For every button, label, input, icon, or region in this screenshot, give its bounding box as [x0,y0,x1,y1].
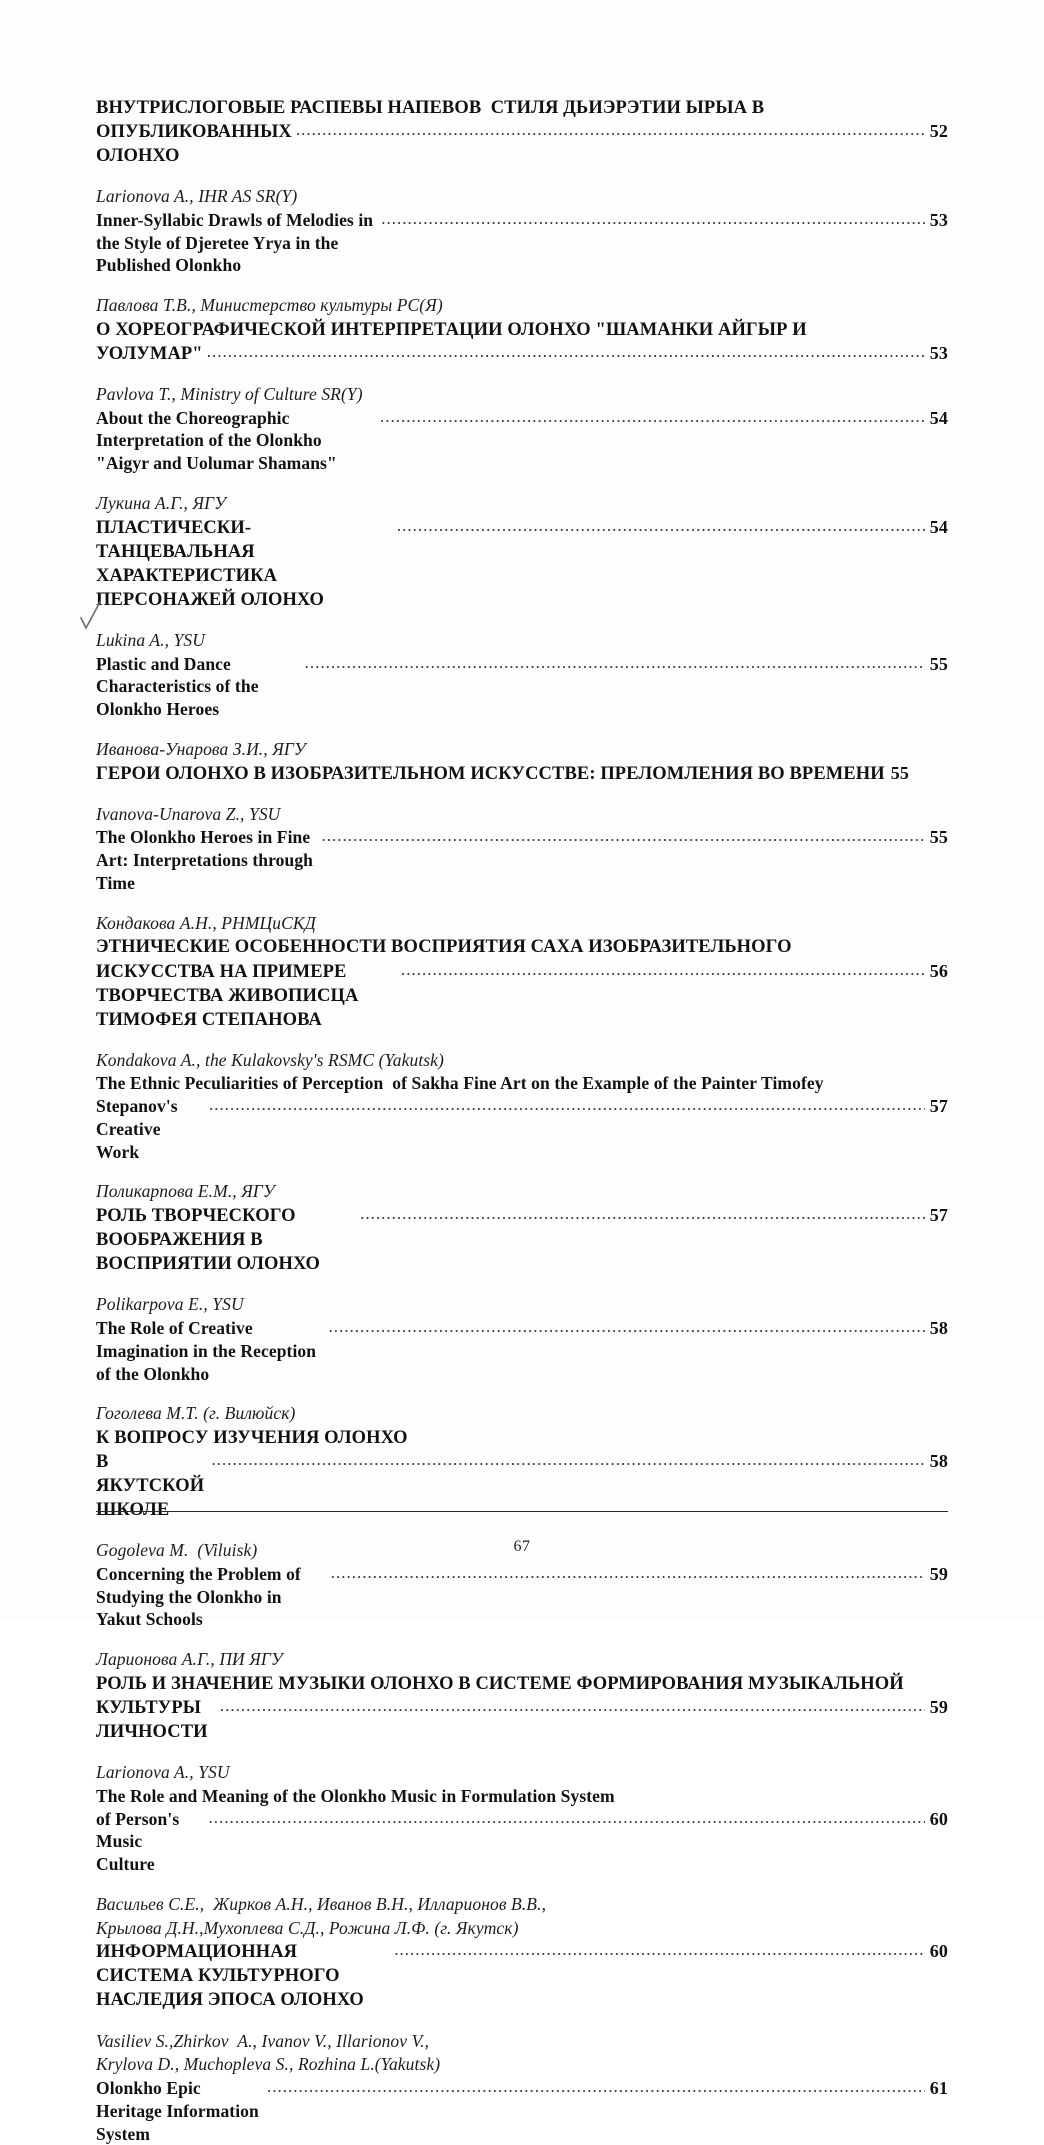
toc-author-line [96,2053,948,2076]
toc-author-line [96,383,948,406]
dot-leader [394,1939,925,1961]
toc-title-line[interactable] [96,2077,948,2145]
toc-entry [96,492,948,612]
toc-page-number[interactable]: 56 [929,960,948,981]
toc-page-number[interactable]: 58 [929,1451,948,1472]
toc-title-line[interactable] [96,120,948,168]
author-text: Васильев С.Е., Жирков А.Н., Иванов В.Н., Илларионов В.В., [96,1893,547,1914]
author-text: Ларионова А.Г., ПИ ЯГУ [96,1649,283,1670]
dot-leader [209,1094,925,1116]
toc-author-line [96,1293,948,1316]
dot-leader [397,515,925,537]
dot-leader [329,1316,925,1338]
author-text: Larionova A., YSU [96,1762,230,1783]
toc-page-number[interactable]: 60 [929,1941,948,1962]
toc-entry [96,185,948,277]
toc-title-line[interactable] [96,935,948,959]
dot-leader [296,119,925,141]
toc-title-line[interactable] [96,1204,948,1276]
dot-leader [321,825,924,847]
dot-leader [267,2076,925,2098]
toc-entry [96,1180,948,1276]
toc-page-number[interactable]: 55 [890,762,909,783]
title-text: The Olonkho Heroes in Fine Art: Interpretations through Time [96,827,318,893]
title-text: ИСКУССТВА НА ПРИМЕРЕ ТВОРЧЕСТВА ЖИВОПИСЦА ТИМОФЕЯ СТЕПАНОВА [96,961,364,1030]
dot-leader [207,341,925,363]
toc-title-line[interactable] [96,1426,948,1450]
toc-title-line[interactable] [96,1095,948,1163]
dot-leader [211,1449,924,1471]
table-of-contents [96,96,948,2145]
toc-title-line[interactable] [96,209,948,277]
toc-page-number[interactable]: 59 [929,1563,948,1584]
toc-entry [96,294,948,366]
toc-entry [96,912,948,1032]
toc-title-line[interactable] [96,96,948,120]
author-text: Поликарпова Е.М., ЯГУ [96,1181,275,1202]
toc-author-line [96,1917,948,1940]
title-text: ВНУТРИСЛОГОВЫЕ РАСПЕВЫ НАПЕВОВ СТИЛЯ ДЬИЭРЭТИИ ЫРЫА В [96,98,765,118]
toc-title-line[interactable] [96,960,948,1032]
toc-entry [96,96,948,168]
toc-title-line[interactable] [96,762,948,786]
toc-entry [96,1893,948,2013]
toc-author-line [96,629,948,652]
toc-author-line [96,1761,948,1784]
toc-page-number[interactable]: 59 [929,1697,948,1718]
title-text: В ЯКУТСКОЙ ШКОЛЕ [96,1452,209,1521]
title-text: О ХОРЕОГРАФИЧЕСКОЙ ИНТЕРПРЕТАЦИИ ОЛОНХО "ШАМАНКИ АЙГЫР И [96,319,807,340]
toc-title-line[interactable] [96,516,948,612]
page-footer [96,1511,948,1556]
dot-leader [381,208,925,230]
title-text: ИНФОРМАЦИОННАЯ СИСТЕМА КУЛЬТУРНОГО НАСЛЕДИЯ ЭПОСА ОЛОНХО [96,1942,364,2011]
dot-leader [208,1807,924,1829]
author-text: Polikarpova E., YSU [96,1294,244,1315]
title-text: КУЛЬТУРЫ ЛИЧНОСТИ [96,1698,208,1743]
dot-leader [220,1695,925,1717]
toc-title-line[interactable] [96,1785,948,1808]
author-text: Pavlova T., Ministry of Culture SR(Y) [96,383,363,404]
toc-page-number[interactable]: 52 [929,121,948,142]
author-text: Павлова Т.В., Министерство культуры РС(Я) [96,295,443,316]
footer-divider [96,1511,948,1512]
author-text: Иванова-Унарова З.И., ЯГУ [96,738,306,759]
author-text: Lukina A., YSU [96,629,206,650]
title-text: The Role of Creative Imagination in the Reception of the Olonkho [96,1318,321,1384]
toc-page-number[interactable]: 55 [929,653,948,674]
title-text: About the Choreographic Interpretation of the Olonkho "Aigyr and Uolumar Shamans" [96,407,337,474]
toc-author-line [96,1893,948,1916]
toc-author-line [96,1049,948,1072]
toc-entry [96,1648,948,1744]
author-text: Ivanova-Unarova Z., YSU [96,803,281,824]
title-text: РОЛЬ И ЗНАЧЕНИЕ МУЗЫКИ ОЛОНХО В СИСТЕМЕ ФОРМИРОВАНИЯ МУЗЫКАЛЬНОЙ [96,1673,904,1694]
title-text: Concerning the Problem of Studying the Olonkho in Yakut Schools [96,1563,306,1630]
toc-page-number[interactable]: 57 [929,1205,948,1226]
toc-title-line[interactable] [96,1563,948,1631]
toc-page-number[interactable]: 53 [929,342,948,363]
dot-leader [360,1203,925,1225]
toc-author-line [96,1180,948,1203]
author-text: Gogoleva M. (Viluisk) [96,1540,258,1561]
toc-title-line[interactable] [96,1808,948,1876]
toc-entry [96,1761,948,1876]
toc-author-line [96,294,948,317]
title-text: ПЛАСТИЧЕСКИ-ТАНЦЕВАЛЬНАЯ ХАРАКТЕРИСТИКА ПЕРСОНАЖЕЙ ОЛОНХО [96,517,324,610]
toc-page-number[interactable]: 54 [929,407,948,428]
toc-page-number[interactable]: 58 [929,1318,948,1339]
toc-page-number[interactable]: 61 [929,2078,948,2099]
title-text: The Role and Meaning of the Olonkho Music in Formulation System [96,1785,615,1806]
toc-author-line [96,738,948,761]
title-text: ГЕРОИ ОЛОНХО В ИЗОБРАЗИТЕЛЬНОМ ИСКУССТВЕ: ПРЕЛОМЛЕНИЯ ВО ВРЕМЕНИ [96,763,885,784]
toc-title-line[interactable] [96,318,948,342]
author-text: Larionova A., IHR AS SR(Y) [96,186,298,207]
toc-entry [96,1049,948,1164]
toc-entry [96,738,948,786]
title-text: The Ethnic Peculiarities of Perception of Sakha Fine Art on the Example of the Painter Timofey [96,1073,824,1094]
dot-leader [305,652,925,674]
toc-entry [96,1293,948,1385]
dot-leader [380,406,925,428]
toc-title-line[interactable] [96,826,948,894]
toc-title-line[interactable] [96,653,948,721]
toc-title-line[interactable] [96,1696,948,1744]
title-text: ЭТНИЧЕСКИЕ ОСОБЕННОСТИ ВОСПРИЯТИЯ САХА ИЗОБРАЗИТЕЛЬНОГО [96,937,792,958]
toc-entry [96,803,948,895]
toc-title-line[interactable] [96,1072,948,1095]
author-text: Кондакова А.Н., РНМЦиСКД [96,912,316,933]
toc-page-number[interactable]: 60 [929,1808,948,1829]
author-text: Kondakova A., the Kulakovsky's RSMC (Yakutsk) [96,1049,444,1070]
toc-title-line[interactable] [96,1672,948,1696]
title-text: УОЛУМАР" [96,343,203,364]
toc-author-line [96,2030,948,2053]
toc-page-number[interactable]: 55 [929,827,948,848]
author-text: Krylova D., Muchopleva S., Rozhina L.(Yakutsk) [96,2054,441,2075]
toc-page-number[interactable]: 54 [929,516,948,537]
toc-author-line [96,1648,948,1671]
title-text: Stepanov's Creative Work [96,1096,183,1162]
toc-page-number[interactable]: 57 [929,1096,948,1117]
toc-entry [96,2030,948,2145]
author-text: Крылова Д.Н.,Мухоплева С.Д., Рожина Л.Ф. (г. Якутск) [96,1917,519,1938]
dot-leader [401,959,925,981]
toc-author-line [96,1402,948,1425]
toc-entry [96,1402,948,1522]
title-text: of Person's Music Culture [96,1808,184,1875]
toc-title-line[interactable] [96,407,948,475]
page-number: 67 [513,1538,531,1555]
title-text: Inner-Syllabic Drawls of Melodies in the Style of Djeretee Yrya in the Published Olonkho [96,209,378,276]
author-text: Гоголева М.Т. (г. Вилюйск) [96,1403,296,1424]
toc-title-line[interactable] [96,1940,948,2012]
title-text: Plastic and Dance Characteristics of the Olonkho Heroes [96,653,264,720]
toc-author-line [96,185,948,208]
toc-author-line [96,912,948,935]
title-text: РОЛЬ ТВОРЧЕСКОГО ВООБРАЖЕНИЯ В ВОСПРИЯТИИ ОЛОНХО [96,1206,321,1275]
toc-title-line[interactable] [96,1317,948,1385]
toc-title-line[interactable] [96,342,948,366]
toc-author-line [96,492,948,515]
author-text: Vasiliev S.,Zhirkov A., Ivanov V., Illarionov V., [96,2030,430,2051]
title-text: Olonkho Epic Heritage Information System [96,2078,264,2144]
title-text: ОПУБЛИКОВАННЫХ ОЛОНХО [96,122,297,167]
toc-entry [96,383,948,475]
dot-leader [331,1562,925,1584]
toc-entry [96,629,948,721]
toc-author-line [96,803,948,826]
title-text: К ВОПРОСУ ИЗУЧЕНИЯ ОЛОНХО [96,1428,408,1449]
author-text: Лукина А.Г., ЯГУ [96,492,227,513]
toc-page-number[interactable]: 53 [929,209,948,230]
